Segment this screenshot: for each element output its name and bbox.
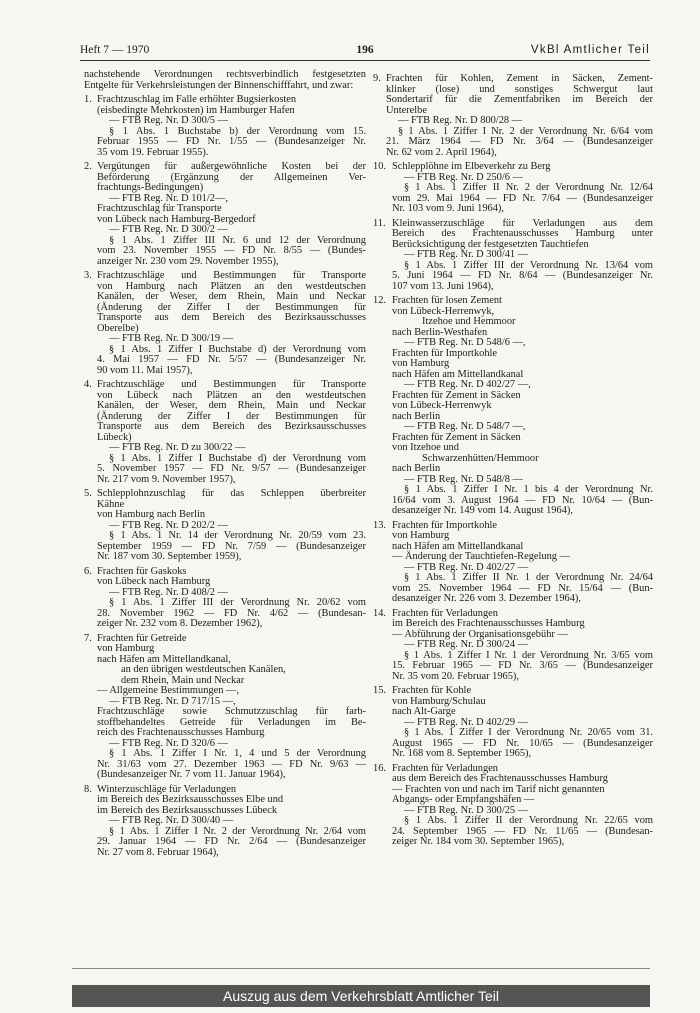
text-line: Frachten für Zement in Säcken — [392, 389, 521, 401]
text-line: Frachten für Zement in Säcken — [392, 431, 521, 443]
item-body — [97, 489, 366, 563]
text-line: Frachten für Getreide — [97, 632, 187, 644]
left-column — [84, 70, 366, 858]
item-body — [97, 95, 366, 158]
publication-title: VkBl Amtlicher Teil — [530, 44, 650, 56]
text-line: — Allgemeine Bestimmungen —, — [97, 685, 239, 696]
text-line: Nr. 27 vom 8. Februar 1964), — [97, 846, 219, 858]
item-number: 15. — [373, 685, 386, 696]
text-line: § 1 Abs. 1 Ziffer I Nr. 2 der Verordnung Nr. 6/64 vom — [398, 125, 653, 137]
text-line: — FTB Reg. Nr. D 300/25 — — [404, 804, 529, 816]
text-line: Frachten für Verladungen — [392, 762, 498, 774]
text-line: Frachten für Verladungen — [392, 607, 498, 619]
text-line: § 1 Abs. 1 Ziffer III Nr. 6 und 12 der Verordnung — [109, 234, 366, 246]
list-item — [84, 634, 366, 781]
text-line: § 1 Abs. 1 Ziffer I Nr. 1 der Verordnung Nr. 3/65 vom — [404, 649, 653, 661]
text-line: Frachten für Kohlen, Zement in Säcken, Zement- — [386, 73, 653, 84]
text-line: — FTB Reg. Nr. D 800/28 — — [398, 115, 523, 126]
text-line: § 1 Abs. 1 Ziffer II der Verordnung Nr. 22/65 vom — [404, 815, 653, 826]
text-line: dem Rhein, Main und Neckar — [121, 674, 245, 686]
text-line: (eisbedingte Mehrkosten) im Hamburger Hafen — [97, 104, 295, 116]
text-line: Kähne — [97, 498, 125, 510]
item-number: 1. — [84, 94, 92, 105]
item-body — [392, 162, 653, 215]
list-item — [373, 74, 653, 158]
text-line: — Frachten von und nach im Tarif nicht genannten — [392, 783, 605, 795]
text-line: Lübeck) — [97, 431, 132, 443]
item-body — [97, 380, 366, 485]
list-item — [373, 219, 653, 293]
text-line: § 1 Abs. 1 Ziffer I Nr. 1, 4 und 5 der Verordnung — [109, 748, 366, 759]
text-line: von Hamburg/Schulau — [392, 695, 486, 707]
text-line: von Lübeck nach Hamburg — [97, 576, 211, 587]
text-line: klinker (lose) und sonstiges Schwergut laut — [386, 83, 653, 95]
text-line: Kleinwasserzuschläge für Verladungen aus dem — [392, 217, 653, 229]
list-item — [84, 380, 366, 485]
text-line: Bereich des Frachtenausschusses Hamburg unter — [392, 228, 653, 239]
text-line: — FTB Reg. Nr. D 548/6 —, — [404, 337, 526, 348]
text-line: von Hamburg nach Plätzen an den westdeutschen — [97, 280, 366, 292]
text-line: vom 25. November 1964 — FD Nr. 15/64 — (Bun- — [392, 582, 653, 594]
footer-rule — [72, 968, 650, 969]
text-line: vom 29. Mai 1964 — FD Nr. 7/64 — (Bundesanzeiger — [392, 192, 653, 204]
list-item — [84, 785, 366, 859]
text-line: 15. Februar 1965 — FD Nr. 3/65 — (Bundesanzeiger — [392, 660, 653, 671]
item-body — [97, 785, 366, 859]
text-line: — FTB Reg. Nr. D 402/27 — — [404, 561, 529, 573]
text-line: Nr. 103 vom 9. Juni 1964), — [392, 203, 504, 214]
list-item — [84, 95, 366, 158]
text-line: desanzeiger Nr. 149 vom 14. August 1964), — [392, 505, 573, 516]
text-line: Frachten für Kohle — [392, 685, 472, 696]
text-line: — FTB Reg. Nr. D 402/27 —, — [404, 379, 531, 390]
text-line: Abgangs- oder Empfangshäfen — — [392, 794, 535, 805]
text-line: — Abführung der Organisationsgebühr — — [392, 628, 568, 640]
text-line: Frachtzuschläge und Bestimmungen für Transporte — [97, 379, 366, 390]
text-line: — FTB Reg. Nr. D 548/7 —, — [404, 421, 526, 432]
text-line: von Lübeck nach Plätzen an den westdeutschen — [97, 389, 366, 401]
text-line: nach Häfen am Mittellandkanal — [392, 368, 524, 380]
item-number: 16. — [373, 762, 386, 774]
text-line: — FTB Reg. Nr. D 408/2 — — [109, 586, 228, 598]
item-body — [97, 634, 366, 781]
item-body — [392, 609, 653, 683]
text-line: 21. März 1964 — FD Nr. 3/64 — (Bundesanzeiger — [386, 136, 653, 147]
text-line: — FTB Reg. Nr. D 250/6 — — [404, 171, 523, 183]
list-item — [373, 162, 653, 215]
text-line: 90 vom 11. Mai 1957), — [97, 364, 193, 376]
text-line: Nr. 35 vom 20. Februar 1965), — [392, 670, 519, 682]
text-line: § 1 Abs. 1 Ziffer III der Verordnung Nr. 20/62 vom — [109, 597, 366, 608]
text-line: — Änderung der Tauchtiefen-Regelung — — [392, 551, 570, 562]
item-number: 12. — [373, 295, 386, 306]
text-line: § 1 Abs. 1 Ziffer I Buchstabe d) der Verordnung vom — [109, 452, 366, 464]
text-line: — FTB Reg. Nr. D 320/6 — — [109, 737, 228, 749]
text-line: Nr. 31/63 vom 27. Dezember 1963 — FD Nr. 9/63 — — [97, 758, 366, 770]
footer-banner: Auszug aus dem Verkehrsblatt Amtlicher Teil — [72, 985, 650, 1007]
text-line: von Lübeck-Herrenwyk, — [392, 305, 495, 317]
text-line: nach Berlin-Westhafen — [392, 326, 488, 338]
text-line: im Bereich des Bezirksausschusses Elbe und — [97, 794, 284, 805]
text-line: von Lübeck nach Hamburg-Bergedorf — [97, 213, 256, 225]
text-line: Berücksichtigung der festgesetzten Tauchtiefen — [392, 238, 589, 250]
item-number: 10. — [373, 161, 386, 172]
text-line: von Hamburg nach Berlin — [97, 509, 206, 520]
item-number: 3. — [84, 270, 92, 281]
text-line: Frachten für Importkohle — [392, 347, 498, 359]
text-line: Kanälen, der Weser, dem Rhein, Main und Neckar — [97, 400, 366, 411]
text-line: Frachten für Importkohle — [392, 519, 498, 531]
text-line: — FTB Reg. Nr. D 101/2—, — [109, 192, 228, 204]
text-line: 107 vom 13. Juni 1964), — [392, 280, 494, 292]
list-item — [84, 162, 366, 267]
text-line: 35 vom 19. Februar 1955). — [97, 146, 209, 158]
list-item — [373, 521, 653, 605]
text-line: — FTB Reg. Nr. D 548/8 — — [404, 473, 523, 485]
item-number: 2. — [84, 161, 92, 172]
item-body — [97, 162, 366, 267]
text-line: Beförderung (Ergänzung der Allgemeinen Ver- — [97, 171, 366, 183]
text-line: zeiger Nr. 232 vom 8. Dezember 1962), — [97, 618, 263, 629]
text-line: § 1 Abs. 1 Ziffer I Buchstabe d) der Verordnung vom — [109, 343, 366, 355]
text-line: — FTB Reg. Nr. D 402/29 — — [404, 716, 529, 728]
text-line: § 1 Abs. 1 Ziffer I der Verordnung Nr. 20/65 vom 31. — [404, 727, 653, 738]
item-body — [97, 271, 366, 376]
text-line: — FTB Reg. Nr. D zu 300/22 — — [109, 442, 246, 453]
text-line: Schlepplöhne im Elbeverkehr zu Berg — [392, 161, 551, 172]
text-line: von Itzehoe und — [392, 442, 459, 453]
item-number: 4. — [84, 379, 92, 390]
item-body — [386, 74, 653, 158]
text-line: Schlepplohnzuschlag für das Schleppen überbreiter — [97, 488, 366, 499]
text-line: § 1 Abs. 1 Ziffer I Nr. 2 der Verordnung Nr. 2/64 vom — [109, 825, 366, 837]
text-line: reich des Frachtenausschusses Hamburg — [97, 727, 265, 738]
item-body — [97, 567, 366, 630]
text-line: Nr. 168 vom 8. September 1965), — [392, 748, 532, 759]
item-number: 5. — [84, 488, 92, 499]
text-line: Transporte aus dem Bereich des Bezirksausschusses — [97, 421, 366, 432]
text-line: — FTB Reg. Nr. D 300/24 — — [404, 639, 529, 650]
text-line: September 1959 — FD Nr. 7/59 — (Bundesanzeiger — [97, 540, 366, 552]
text-line: Sondertarif für die Zementfabriken im Bereich der — [386, 94, 653, 105]
item-body — [392, 296, 653, 517]
text-line: § 1 Abs. 1 Ziffer II Nr. 1 der Verordnung Nr. 24/64 — [404, 572, 653, 583]
text-line: frachtungs-Bedingungen) — [97, 182, 204, 193]
text-line: nach Häfen am Mittellandkanal, — [97, 653, 231, 665]
item-number: 6. — [84, 565, 92, 577]
text-line: 29. Januar 1964 — FD Nr. 2/64 — (Bundesanzeiger — [97, 836, 366, 847]
text-line: — FTB Reg. Nr. D 717/15 —, — [109, 695, 236, 707]
list-item — [373, 296, 653, 517]
item-body — [392, 686, 653, 760]
text-line: — FTB Reg. Nr. D 202/2 — — [109, 519, 228, 531]
text-line: Frachtzuschläge und Bestimmungen für Transporte — [97, 270, 366, 281]
text-line: § 1 Abs. 1 Buchstabe b) der Verordnung vom 15. — [109, 125, 366, 137]
item-body — [392, 219, 653, 293]
text-line: Oberelbe) — [97, 322, 139, 334]
text-line: von Lübeck-Herrenwyk — [392, 400, 492, 411]
text-line: Unterelbe — [386, 104, 427, 116]
list-item — [373, 764, 653, 848]
text-line: — FTB Reg. Nr. D 300/2 — — [109, 224, 228, 235]
item-body — [392, 764, 653, 848]
text-line: 5. Juni 1964 — FD Nr. 8/64 — (Bundesanzeiger Nr. — [392, 270, 653, 281]
text-line: anzeiger Nr. 230 vom 29. November 1955), — [97, 255, 279, 267]
text-line: von Hamburg — [392, 530, 450, 541]
text-line: — FTB Reg. Nr. D 300/19 — — [109, 333, 234, 344]
text-line: 16/64 vom 3. August 1964 — FD Nr. 10/64 — (Bun- — [392, 494, 653, 506]
text-line: § 1 Abs. 1 Nr. 14 der Verordnung Nr. 20/59 vom 23. — [109, 530, 366, 541]
text-line: — FTB Reg. Nr. D 300/40 — — [109, 815, 234, 826]
item-number: 9. — [373, 73, 381, 84]
text-line: nach Häfen am Mittellandkanal — [392, 540, 524, 552]
text-line: von Hamburg — [392, 358, 450, 369]
text-line: Nr. 187 vom 30. September 1959), — [97, 551, 242, 562]
text-line: 5. November 1957 — FD Nr. 9/57 — (Bundesanzeiger — [97, 463, 366, 474]
text-line: von Hamburg — [97, 643, 155, 654]
text-line: Frachten für Gaskoks — [97, 565, 187, 577]
text-line: August 1965 — FD Nr. 10/65 — (Bundesanzeiger — [392, 737, 653, 749]
text-line: nach Berlin — [392, 463, 441, 474]
text-line: desanzeiger Nr. 226 vom 3. Dezember 1964), — [392, 593, 581, 604]
text-line: Winterzuschläge für Verladungen — [97, 783, 237, 795]
text-line: 24. September 1965 — FD Nr. 11/65 — (Bundesan- — [392, 825, 653, 837]
text-line: (Änderung der Ziffer I der Bestimmungen für — [97, 410, 366, 422]
text-line: im Bereich des Bezirksausschusses Lübeck — [97, 804, 278, 816]
text-line: nach Alt-Garge — [392, 706, 456, 717]
intro-paragraph: nachstehende Verordnungen rechtsverbindlich festgesetzten Entgelte für Verkehrsleistungen der Binnenschifffahrt, und zwar: — [84, 69, 366, 91]
text-line: an den übrigen westdeutschen Kanälen, — [121, 664, 286, 675]
text-line: Nr. 62 vom 2. April 1964), — [386, 146, 497, 158]
item-number: 8. — [84, 783, 92, 795]
text-line: — FTB Reg. Nr. D 300/41 — — [404, 249, 529, 260]
text-line: Transporte aus dem Bereich des Bezirksausschusses — [97, 312, 366, 323]
item-number: 13. — [373, 519, 386, 531]
list-item — [84, 489, 366, 563]
text-line: Februar 1955 — FD Nr. 1/55 — (Bundesanzeiger Nr. — [97, 136, 366, 147]
text-line: § 1 Abs. 1 Ziffer III der Verordnung Nr. 13/64 vom — [404, 259, 653, 271]
text-line: Itzehoe und Hemmoor — [422, 316, 516, 327]
list-item — [84, 271, 366, 376]
text-line: (Änderung der Ziffer I der Bestimmungen für — [97, 301, 366, 313]
page-number: 196 — [356, 44, 374, 56]
text-line: Vergütungen für außergewöhnliche Kosten bei der — [97, 161, 366, 172]
text-line: zeiger Nr. 184 vom 30. September 1965), — [392, 836, 565, 847]
list-item — [84, 567, 366, 630]
text-line: § 1 Abs. 1 Ziffer II Nr. 2 der Verordnung Nr. 12/64 — [404, 182, 653, 193]
text-line: 4. Mai 1957 — FD Nr. 5/57 — (Bundesanzeiger Nr. — [97, 354, 366, 365]
text-line: § 1 Abs. 1 Ziffer I Nr. 1 bis 4 der Verordnung Nr. — [404, 484, 653, 495]
text-line: Frachtzuschlag im Falle erhöhter Bugsierkosten — [97, 94, 297, 105]
text-line: Frachtzuschlag für Transporte — [97, 203, 222, 214]
item-number: 11. — [373, 217, 386, 229]
list-item — [373, 686, 653, 760]
text-line: vom 23. November 1955 — FD Nr. 8/55 — (Bundes- — [97, 245, 366, 256]
text-line: stoffbehandeltes Getreide für Verladungen im Be- — [97, 716, 366, 728]
right-column — [373, 70, 653, 848]
text-line: Nr. 217 vom 9. November 1957), — [97, 473, 236, 485]
text-line: aus dem Bereich des Frachtenausschusses Hamburg — [392, 773, 608, 784]
text-line: 28. November 1962 — FD Nr. 4/62 — (Bundesan- — [97, 607, 366, 619]
text-line: nach Berlin — [392, 410, 441, 422]
issue-label: Heft 7 — 1970 — [80, 44, 150, 56]
item-number: 14. — [373, 607, 386, 619]
text-line: Kanälen, der Weser, dem Rhein, Main und Neckar — [97, 291, 366, 302]
text-line: Frachten für losen Zement — [392, 295, 502, 306]
item-body — [392, 521, 653, 605]
text-line: im Bereich des Frachtenausschusses Hamburg — [392, 618, 585, 629]
header-rule — [80, 60, 650, 61]
item-number: 7. — [84, 632, 92, 644]
text-line: — FTB Reg. Nr. D 300/5 — — [109, 115, 228, 126]
text-line: Schwarzenhütten/Hemmoor — [422, 452, 539, 464]
text-line: Frachtzuschläge sowie Schmutzzuschlag für farb- — [97, 706, 366, 717]
list-item — [373, 609, 653, 683]
text-line: (Bundesanzeiger Nr. 7 vom 11. Januar 1964), — [97, 769, 286, 780]
